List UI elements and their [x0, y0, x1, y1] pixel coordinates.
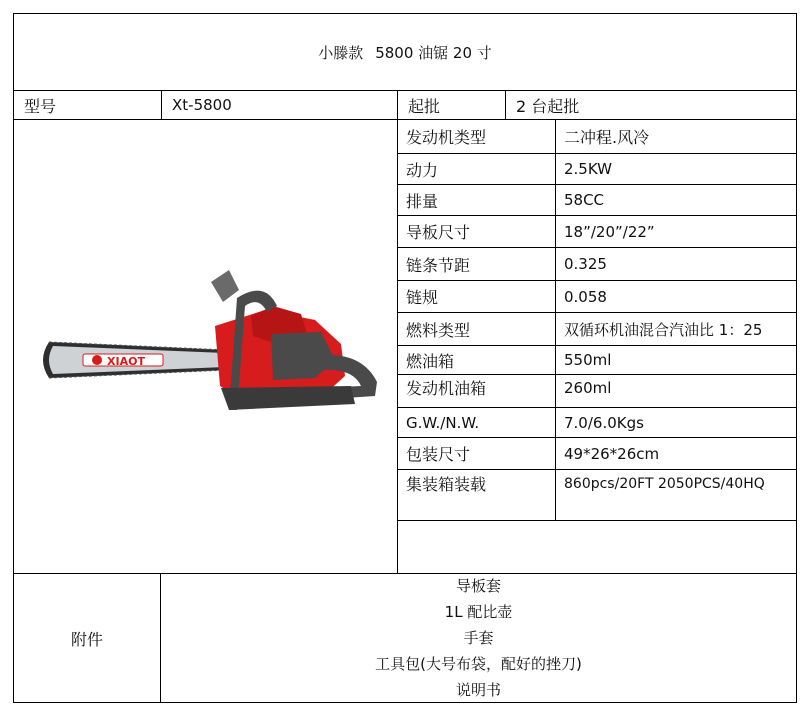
spec-value: 58CC — [564, 191, 605, 209]
accessory-item: 工具包(大号布袋，配好的挫刀) — [375, 655, 582, 673]
accessory-item: 导板套 — [455, 577, 501, 595]
spec-value: 260ml — [564, 379, 612, 397]
sheet-title — [14, 14, 796, 90]
spec-value: 2.5KW — [564, 160, 612, 178]
spec-sheet — [13, 13, 797, 703]
model-label: 型号 — [24, 96, 57, 116]
spec-value: 49*26*26cm — [564, 444, 660, 463]
spec-name: 包装尺寸 — [406, 445, 471, 464]
spec-value: 860pcs/20FT 2050PCS/40HQ — [564, 476, 765, 492]
accessory-item: 说明书 — [455, 681, 501, 699]
moq-label: 起批 — [408, 96, 441, 116]
brand-logo: XIAOT — [107, 355, 145, 368]
spec-name: 发动机油箱 — [406, 379, 487, 398]
spec-name: 燃料类型 — [406, 320, 471, 340]
title-name: 小滕款 — [318, 43, 364, 62]
moq-value: 2 台起批 — [516, 96, 580, 116]
spec-value: 双循环机油混合汽油比 1：25 — [564, 320, 763, 339]
spec-value: 7.0/6.0Kgs — [564, 413, 644, 432]
spec-value: 550ml — [564, 351, 612, 369]
spec-name: 动力 — [406, 160, 439, 180]
accessory-item: 1L 配比壶 — [444, 603, 513, 621]
rule — [398, 520, 796, 521]
accessories-list — [161, 574, 796, 702]
title-model: 5800 油锯 20 寸 — [375, 43, 492, 62]
product-image — [15, 120, 396, 572]
spec-value: 0.058 — [564, 287, 607, 306]
model-value: Xt-5800 — [172, 96, 232, 114]
spec-name: 集装箱装载 — [406, 475, 487, 494]
spec-name: G.W./N.W. — [406, 413, 480, 432]
accessory-item: 手套 — [463, 629, 494, 647]
spec-name: 排量 — [406, 191, 439, 211]
spec-name: 链规 — [406, 288, 439, 307]
spec-value: 0.325 — [564, 255, 607, 273]
spec-name: 燃油箱 — [406, 351, 455, 371]
accessories-label: 附件 — [70, 629, 103, 649]
spec-value: 18”/20”/22” — [564, 222, 655, 241]
chainsaw-image — [15, 120, 396, 572]
spec-value: 二冲程.风冷 — [564, 128, 650, 147]
spec-name: 发动机类型 — [406, 128, 487, 147]
spec-name: 导板尺寸 — [406, 223, 471, 242]
spec-name: 链条节距 — [406, 255, 471, 275]
